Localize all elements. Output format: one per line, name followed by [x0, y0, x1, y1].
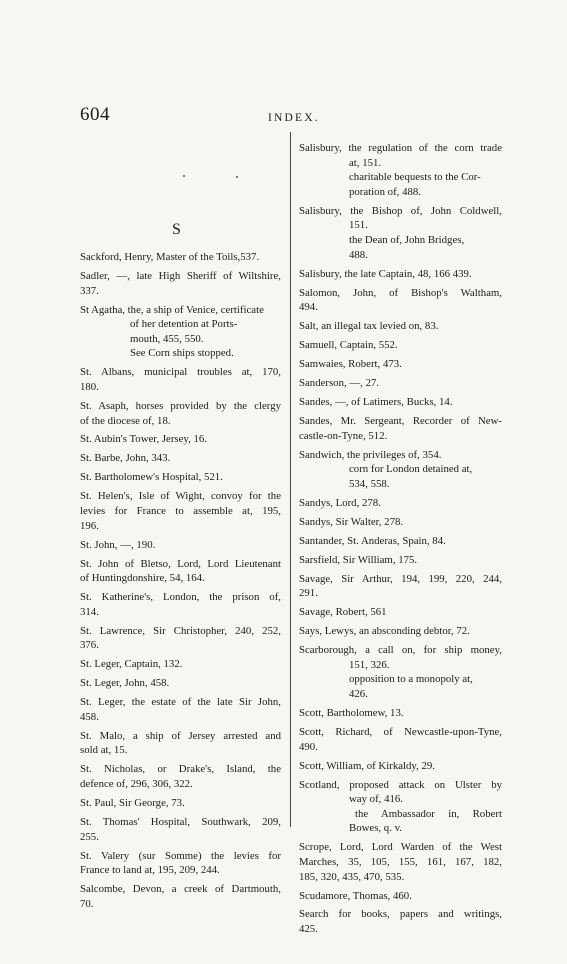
index-entry-line: Scott, William, of Kirkaldy, 29. — [299, 759, 436, 772]
index-entry — [80, 470, 281, 485]
index-entry-line: 337. — [80, 284, 99, 297]
index-entry-line: St. Valery (sur Somme) the levies for — [80, 849, 281, 862]
index-entry-line: 494. — [299, 301, 318, 314]
index-entry-line: Search for books, papers and writings, — [299, 908, 502, 921]
right-column — [299, 141, 502, 941]
index-entry-line: Sarsfield, Sir William, 175. — [299, 553, 418, 566]
speck-mark — [236, 176, 238, 178]
index-entry-line: 376. — [80, 639, 99, 652]
index-entry-line: Savage, Robert, 561 — [299, 606, 387, 619]
index-entry — [80, 432, 281, 447]
index-entry-line: Scudamore, Thomas, 460. — [299, 889, 412, 902]
index-entry-line: poration of, 488. — [349, 185, 421, 198]
index-entry-line: France to land at, 195, 209, 244. — [80, 864, 220, 877]
index-entry — [299, 643, 502, 701]
index-entry-line: Scarborough, a call on, for ship money, — [299, 644, 502, 657]
index-entry-line: St. Paul, Sir George, 73. — [80, 797, 185, 810]
index-entry-line: of Huntingdonshire, 54, 164. — [80, 572, 205, 585]
index-entry-line: 534, 558. — [349, 477, 390, 490]
index-entry — [299, 907, 502, 936]
index-entry-line: St. Nicholas, or Drake's, Island, the — [80, 763, 281, 776]
index-entry-line: of the diocese of, 18. — [80, 414, 171, 427]
index-entry-line: 151. — [349, 219, 368, 232]
index-entry-line: St. Bartholomew's Hospital, 521. — [80, 471, 223, 484]
index-entry — [299, 338, 502, 353]
index-entry-line: Salisbury, the Bishop of, John Coldwell, — [299, 204, 502, 217]
index-entry-line: Salcombe, Devon, a creek of Dartmouth, — [80, 883, 281, 896]
speck-mark — [183, 175, 185, 177]
index-entry — [80, 399, 281, 428]
index-entry-line: 185, 320, 435, 470, 535. — [299, 870, 405, 883]
index-entry-line: Sadler, —, late High Sheriff of Wiltshire, — [80, 269, 281, 282]
index-entry-line: Savage, Sir Arthur, 194, 199, 220, 244, — [299, 572, 502, 585]
index-entry — [299, 553, 502, 568]
index-entry — [80, 676, 281, 691]
index-entry-line: 255. — [80, 830, 99, 843]
index-entry — [299, 319, 502, 334]
index-entry-line: Sackford, Henry, Master of the Toils,537. — [80, 251, 260, 263]
index-entry-line: St. Leger, the estate of the late Sir John, — [80, 696, 281, 709]
index-entry — [80, 451, 281, 466]
index-entry-line: of her detention at Ports- — [130, 318, 238, 331]
index-entry-line: the Ambassador in, Robert — [355, 807, 502, 820]
index-entry-line: sold at, 15. — [80, 744, 128, 757]
index-entry — [299, 840, 502, 884]
index-entry-line: Scott, Bartholomew, 13. — [299, 707, 404, 720]
index-entry-line: at, 151. — [349, 156, 382, 169]
index-entry-line: defence of, 296, 306, 322. — [80, 778, 193, 791]
index-entry — [80, 729, 281, 758]
index-entry — [80, 657, 281, 672]
index-entry — [80, 796, 281, 811]
index-entry — [299, 624, 502, 639]
index-entry-line: Samwaies, Robert, 473. — [299, 358, 402, 371]
index-entry-line: Sanderson, —, 27. — [299, 377, 380, 390]
column-divider — [290, 132, 291, 827]
page-number: 604 — [80, 104, 110, 125]
index-entry-line: Says, Lewys, an absconding debtor, 72. — [299, 625, 470, 638]
index-entry-line: St. Aubin's Tower, Jersey, 16. — [80, 433, 208, 446]
index-entry-line: 180. — [80, 380, 99, 393]
index-entry-line: Salisbury, the regulation of the corn trade — [299, 142, 502, 154]
index-entry-line: 70. — [80, 897, 94, 910]
index-entry-line: St. Helen's, Isle of Wight, convoy for the — [80, 490, 281, 503]
index-entry — [80, 815, 281, 844]
index-entry-line: St. Albans, municipal troubles at, 170, — [80, 366, 281, 379]
index-entry — [80, 538, 281, 553]
index-entry — [80, 365, 281, 394]
index-entry — [299, 376, 502, 391]
index-entry-line: St. Malo, a ship of Jersey arrested and — [80, 729, 281, 742]
index-entry-line: castle-on-Tyne, 512. — [299, 429, 388, 442]
index-entry-line: Marches, 35, 105, 155, 161, 167, 182, — [299, 855, 502, 868]
index-entry-line: the Dean of, John Bridges, — [349, 233, 465, 246]
index-entry — [80, 624, 281, 653]
index-entry-line: 425. — [299, 923, 318, 936]
index-entry-line: 314. — [80, 605, 99, 618]
index-entry-line: mouth, 455, 550. — [130, 332, 204, 345]
index-entry — [80, 849, 281, 878]
index-entry-line: opposition to a monopoly at, — [349, 673, 473, 686]
index-entry-line: 426. — [349, 688, 368, 701]
index-entry — [299, 395, 502, 410]
index-entry-line: Sandys, Sir Walter, 278. — [299, 515, 404, 528]
index-entry-line: Bowes, q. v. — [349, 822, 402, 835]
index-entry — [299, 706, 502, 721]
index-entry — [299, 204, 502, 262]
index-entry — [299, 759, 502, 774]
index-entry — [299, 448, 502, 492]
index-entry-line: Salisbury, the late Captain, 48, 166 439. — [299, 267, 472, 280]
index-entry-line: St. Leger, Captain, 132. — [80, 658, 183, 671]
index-entry — [80, 489, 281, 533]
index-entry — [299, 357, 502, 372]
index-entry — [299, 286, 502, 315]
index-entry — [80, 762, 281, 791]
index-entry — [299, 572, 502, 601]
index-entry-line: way of, 416. — [349, 793, 403, 806]
index-entry-line: 458. — [80, 710, 99, 723]
index-entry-line: Scrope, Lord, Lord Warden of the West — [299, 841, 502, 854]
index-entry — [299, 725, 502, 754]
index-entry — [299, 414, 502, 443]
index-entry-line: St. Katherine's, London, the prison of, — [80, 591, 281, 604]
index-entry-line: Sandes, Mr. Sergeant, Recorder of New- — [299, 415, 502, 428]
index-entry-line: levies for France to assemble at, 195, — [80, 505, 281, 518]
index-entry-line: St. Leger, John, 458. — [80, 677, 170, 690]
index-entry-line: St. John of Bletso, Lord, Lord Lieutenant — [80, 557, 281, 570]
index-entry — [80, 695, 281, 724]
index-entry-line: 151, 326. — [349, 658, 390, 671]
index-entry — [299, 605, 502, 620]
index-entry — [80, 882, 281, 911]
index-entry-line: Santander, St. Anderas, Spain, 84. — [299, 534, 446, 547]
index-entry — [299, 515, 502, 530]
index-entry-line: Sandwich, the privileges of, 354. — [299, 448, 442, 461]
index-entry-line: St. Barbe, John, 343. — [80, 452, 171, 465]
left-column — [80, 250, 281, 916]
index-entry-line: Salt, an illegal tax levied on, 83. — [299, 320, 439, 333]
index-entry-line: 488. — [349, 248, 368, 261]
index-entry-line: Scotland, proposed attack on Ulster by — [299, 778, 502, 791]
index-entry-line: St. John, —, 190. — [80, 538, 156, 551]
section-letter: S — [172, 221, 182, 238]
index-entry — [299, 267, 502, 282]
index-entry-line: St. Asaph, horses provided by the clergy — [80, 399, 281, 412]
index-entry-line: charitable bequests to the Cor- — [349, 171, 481, 184]
index-entry-line: St Agatha, the, a ship of Venice, certificate — [80, 303, 264, 316]
index-entry — [299, 534, 502, 549]
index-entry — [80, 557, 281, 586]
index-entry-line: 490. — [299, 740, 318, 753]
index-entry — [80, 590, 281, 619]
index-entry-line: Scott, Richard, of Newcastle-upon-Tyne, — [299, 726, 502, 738]
index-entry-line: Salomon, John, of Bishop's Waltham, — [299, 286, 502, 299]
index-entry — [80, 269, 281, 298]
index-entry-line: 291. — [299, 587, 318, 600]
index-entry-line: corn for London detained at, — [349, 463, 473, 476]
index-entry-line: Sandes, —, of Latimers, Bucks, 14. — [299, 396, 453, 409]
index-entry-line: St. Thomas' Hospital, Southwark, 209, — [80, 816, 281, 829]
index-entry — [299, 141, 502, 199]
index-entry-line: 196. — [80, 519, 99, 532]
index-entry — [80, 250, 281, 265]
index-entry — [299, 889, 502, 904]
index-entry-line: Samuell, Captain, 552. — [299, 339, 398, 352]
index-entry-line: St. Lawrence, Sir Christopher, 240, 252, — [80, 624, 281, 637]
index-entry-line: See Corn ships stopped. — [130, 347, 234, 360]
index-entry — [80, 303, 281, 361]
index-entry — [299, 778, 502, 836]
running-head: INDEX. — [268, 112, 320, 124]
index-entry — [299, 496, 502, 511]
index-entry-line: Sandys, Lord, 278. — [299, 496, 381, 509]
